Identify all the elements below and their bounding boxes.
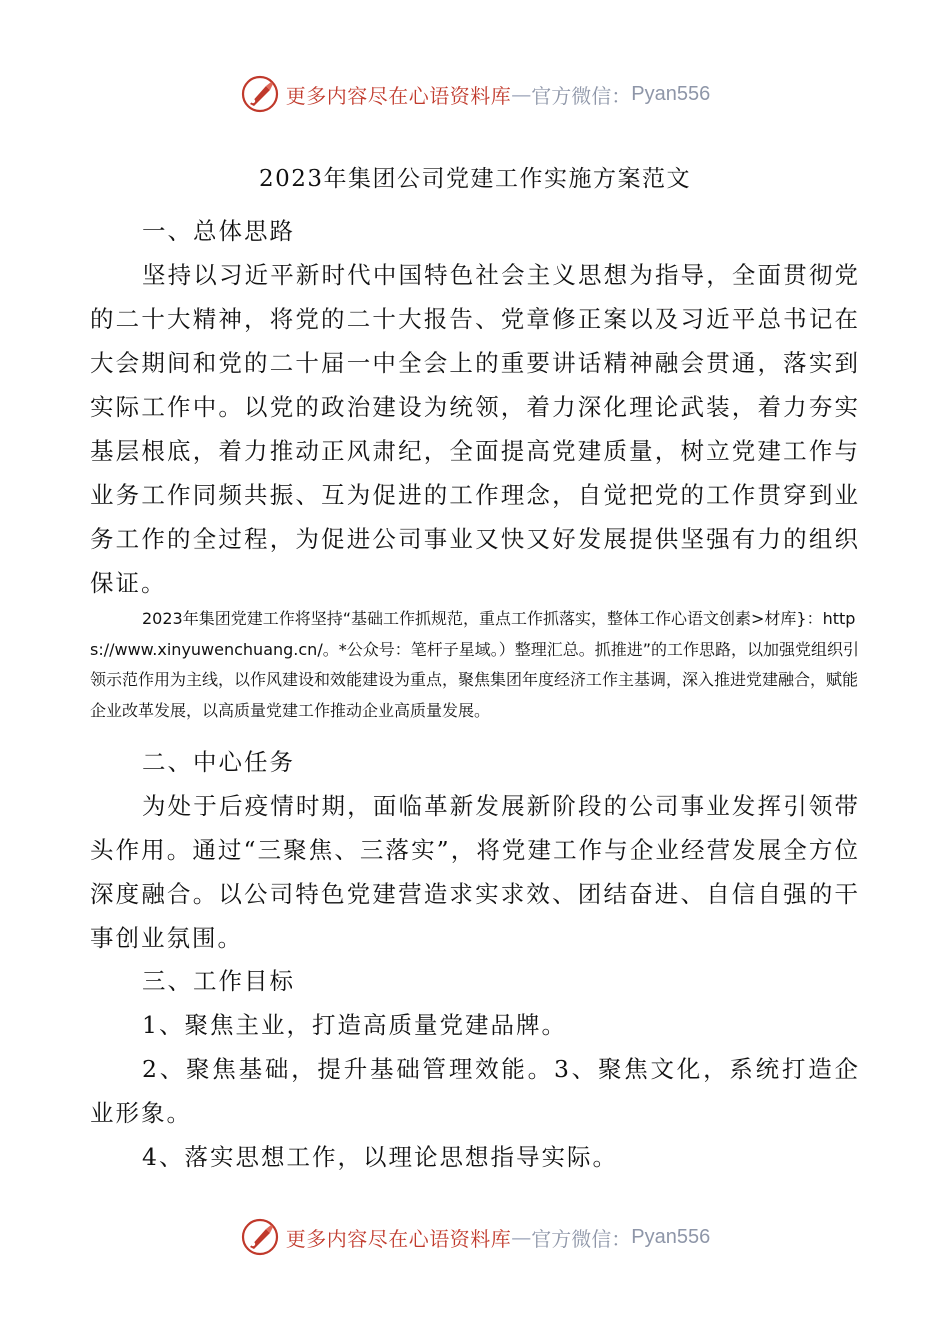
pen-nib-logo-icon: [240, 74, 280, 114]
section-heading-task: 二、中心任务: [142, 748, 295, 776]
paragraph-overall: 坚持以习近平新时代中国特色社会主义思想为指导，全面贯彻党的二十大精神，将党的二十大报告、党章修正案以及习近平总书记在大会期间和党的二十届一中全会上的重要讲话精神融会贯通，落实到实际工作中。以党的政治建设为统领，着力深化理论武装，着力夯实基层根底，着力推动正风肃纪，全面提高党建质量，树立党建工作与业务工作同频共振、互为促进的工作理念，自觉把党的工作贯穿到业务工作的全过程，为促进公司事业又快又好发展提供坚强有力的组织保证。: [90, 261, 860, 597]
footer-banner: [0, 1215, 950, 1259]
banner-text: 更多内容尽在心语资料库: [285, 83, 512, 108]
banner-separator: —: [511, 82, 532, 106]
banner-wechat-id: Pyan556: [631, 82, 711, 105]
banner-wechat-id: Pyan556: [631, 1225, 711, 1248]
paragraph-task: 为处于后疫情时期，面临革新发展新阶段的公司事业发挥引领带头作用。通过“三聚焦、三落实”，将党建工作与企业经营发展全方位深度融合。以公司特色党建营造求实求效、团结奋进、自信自强的干事创业氛围。: [90, 792, 860, 952]
notice-paragraph: 2023年集团党建工作将坚持“基础工作抓规范，重点工作抓落实，整体工作心语文创素>材库}：https://www.xinyuwenchuang.cn/。*公众号：笔杆子星域。）整理汇总。抓推进”的工作思路，以加强党组织引领示范作用为主线，以作风建设和效能建设为重点，聚焦集团年度经济工作主基调，深入推进党建融合，赋能企业改革发展，以高质量党建工作推动企业高质量发展。: [90, 609, 860, 720]
banner-separator: —: [511, 1225, 532, 1249]
goal-item-4: 4、落实思想工作，以理论思想指导实际。: [142, 1143, 618, 1171]
header-banner: [0, 72, 950, 116]
goal-item-2-3: 2、聚焦基础，提升基础管理效能。3、聚焦文化，系统打造企业形象。: [90, 1055, 860, 1127]
section-heading-overall: 一、总体思路: [142, 217, 295, 245]
section-heading-goals: 三、工作目标: [142, 967, 295, 995]
goal-item-1: 1、聚焦主业，打造高质量党建品牌。: [142, 1011, 567, 1039]
banner-text: 更多内容尽在心语资料库: [285, 1226, 512, 1251]
document-title: 2023年集团公司党建工作实施方案范文: [258, 166, 692, 192]
banner-wechat-label: 官方微信：: [531, 83, 632, 108]
pen-nib-logo-icon: [240, 1217, 280, 1257]
banner-wechat-label: 官方微信：: [531, 1226, 632, 1251]
